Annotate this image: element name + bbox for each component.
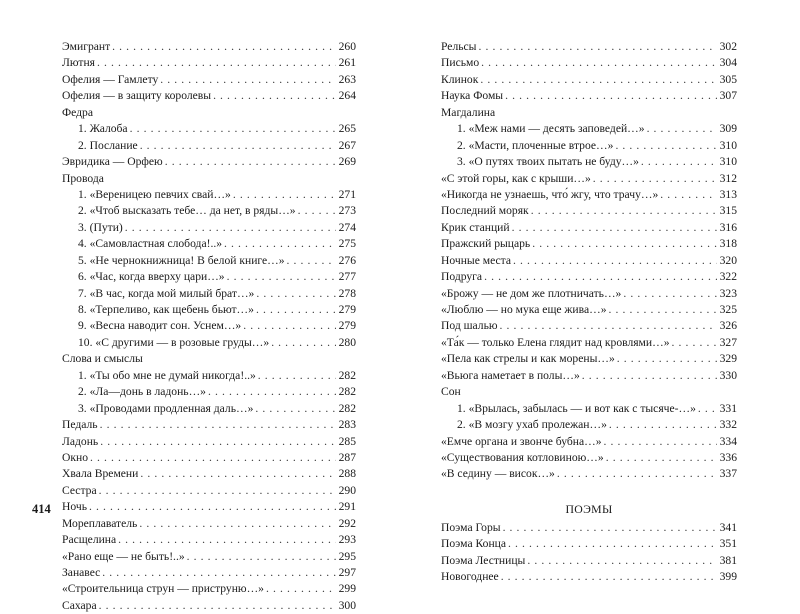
toc-entry [62, 88, 356, 104]
dot-leader [233, 187, 336, 203]
dot-leader [532, 236, 716, 252]
dot-leader [100, 417, 336, 433]
toc-entry-title: Наука Фомы [441, 89, 504, 103]
dot-leader [606, 450, 717, 466]
toc-entry-title: 9. «Весна наводит сон. Уснем…» [78, 319, 242, 333]
toc-entry [441, 39, 737, 55]
toc-entry-page: 310 [719, 155, 737, 169]
toc-entry [441, 553, 737, 569]
toc-entry-page: 265 [338, 122, 356, 136]
toc-entry-page: 332 [719, 418, 737, 432]
toc-section-heading [441, 384, 737, 400]
dot-leader [513, 253, 717, 269]
toc-entry [62, 187, 356, 203]
toc-entry-page: 288 [338, 467, 356, 481]
toc-entry [62, 549, 356, 565]
toc-entry [441, 154, 737, 170]
dot-leader [617, 351, 717, 367]
toc-entry-title: 5. «Не чернокнижница! В белой книге…» [78, 253, 285, 267]
toc-entry-title: Пражский рыцарь [441, 237, 531, 251]
toc-entry-page: 320 [719, 253, 737, 267]
toc-entry-title: Хвала Времени [62, 467, 139, 481]
dot-leader [615, 138, 716, 154]
toc-entry [441, 401, 737, 417]
toc-entry-page: 280 [338, 335, 356, 349]
toc-section-heading [62, 105, 356, 121]
dot-leader [604, 434, 717, 450]
dot-leader [140, 466, 335, 482]
toc-entry-title: Эмигрант [62, 40, 111, 53]
toc-entry-page: 331 [719, 401, 737, 415]
toc-entry-page: 315 [719, 204, 737, 218]
toc-left-column [62, 39, 356, 614]
toc-entry-title: Последний моряк [441, 204, 529, 218]
toc-entry-page: 312 [719, 171, 737, 185]
toc-entry-page: 322 [719, 270, 737, 284]
dot-leader [505, 88, 717, 104]
dot-leader [672, 335, 717, 351]
dot-leader [609, 302, 717, 318]
toc-section-heading [62, 351, 356, 367]
toc-entry [441, 138, 737, 154]
toc-entry [62, 154, 356, 170]
dot-leader [256, 286, 335, 302]
dot-leader [118, 532, 335, 548]
toc-entry-page: 277 [338, 270, 356, 284]
toc-entry-title: Окно [62, 450, 89, 464]
dot-leader [609, 417, 717, 433]
toc-entry-page: 283 [338, 418, 356, 432]
toc-entry-title: Сестра [62, 483, 97, 497]
toc-entry-title: «Вьюга наметает в полы…» [441, 368, 580, 382]
toc-entry-title: 1. Жалоба [78, 122, 128, 136]
toc-entry-title: Письмо [441, 56, 480, 70]
toc-entry-page: 276 [338, 253, 356, 267]
toc-entry-page: 302 [719, 40, 737, 53]
toc-entry-page: 275 [338, 237, 356, 251]
toc-entry-title: «Существования котловиною…» [441, 450, 604, 464]
toc-entry-page: 295 [338, 549, 356, 563]
dot-leader [187, 549, 336, 565]
dot-leader [160, 72, 335, 88]
dot-leader [527, 553, 716, 569]
dot-leader [99, 483, 336, 499]
toc-entry-title: 3. «Проводами продленная даль…» [78, 401, 254, 415]
toc-entry [441, 269, 737, 285]
toc-entry-title: Слова и смыслы [62, 352, 143, 366]
dot-leader [582, 368, 717, 384]
toc-entry-title: 1. «Меж нами — десять заповедей…» [457, 122, 645, 136]
toc-entry [441, 318, 737, 334]
toc-entry [62, 401, 356, 417]
toc-entry [441, 253, 737, 269]
toc-entry-title: «С этой горы, как с крыши…» [441, 171, 591, 185]
toc-entry-page: 261 [338, 56, 356, 70]
toc-entry-page: 330 [719, 368, 737, 382]
toc-entry [62, 72, 356, 88]
toc-entry [441, 88, 737, 104]
toc-entry [441, 236, 737, 252]
dot-leader [266, 581, 336, 597]
toc-entry-page: 290 [338, 483, 356, 497]
toc-entry-title: 2. «Ла—донь в ладонь…» [78, 385, 206, 399]
toc-left-list [62, 39, 356, 614]
toc-entry-title: Поэма Конца [441, 537, 506, 551]
toc-entry-page: 307 [719, 89, 737, 103]
toc-entry [441, 72, 737, 88]
toc-right-column [441, 39, 737, 586]
toc-entry [62, 302, 356, 318]
toc-entry-page: 291 [338, 500, 356, 514]
dot-leader [660, 187, 716, 203]
section-gap [441, 483, 737, 498]
dot-leader [224, 236, 336, 252]
toc-entry-page: 267 [338, 138, 356, 152]
toc-entry-page: 271 [338, 187, 356, 201]
dot-leader [478, 39, 716, 55]
dot-leader [213, 88, 336, 104]
page-number: 414 [32, 502, 51, 516]
toc-entry [62, 236, 356, 252]
toc-entry-title: Подруга [441, 270, 483, 284]
dot-leader [501, 569, 717, 585]
toc-entry-title: 10. «С другими — в розовые груды…» [78, 335, 270, 349]
dot-leader [503, 520, 717, 536]
toc-entry-page: 292 [338, 516, 356, 530]
toc-entry-page: 309 [719, 122, 737, 136]
toc-entry [62, 565, 356, 581]
toc-entry-title: Провода [62, 171, 104, 185]
toc-poems-list [441, 520, 737, 586]
dot-leader [165, 154, 336, 170]
poems-heading: ПОЭМЫ [565, 501, 613, 516]
dot-leader [256, 302, 336, 318]
toc-entry-page: 274 [338, 220, 356, 234]
toc-entry [62, 532, 356, 548]
toc-entry-page: 282 [338, 368, 356, 382]
toc-entry-title: 4. «Самовластная слобода!..» [78, 237, 223, 251]
toc-entry-page: 264 [338, 89, 356, 103]
toc-entry [441, 203, 737, 219]
toc-entry-title: 2. «В мозгу ухаб пролежан…» [457, 418, 607, 432]
toc-entry [441, 187, 737, 203]
toc-entry-title: «Люблю — но мука еще жива…» [441, 303, 607, 316]
toc-entry [62, 220, 356, 236]
toc-entry-title: Крик станций [441, 220, 510, 234]
dot-leader [208, 384, 336, 400]
dot-leader [298, 203, 336, 219]
dot-leader [100, 434, 335, 450]
toc-entry-page: 297 [338, 566, 356, 579]
toc-entry-page: 269 [338, 155, 356, 169]
toc-entry-title: Офелия — в защиту королевы [62, 89, 212, 103]
dot-leader [480, 72, 716, 88]
toc-entry-title: Поэма Горы [441, 520, 501, 534]
toc-entry-page: 399 [719, 570, 737, 584]
toc-entry-page: 300 [338, 598, 356, 612]
toc-entry-page: 299 [338, 582, 356, 596]
toc-entry [62, 269, 356, 285]
toc-section-heading [62, 171, 356, 187]
dot-leader [508, 536, 717, 552]
toc-entry-page: 327 [719, 335, 737, 349]
dot-leader [500, 318, 717, 334]
toc-entry [62, 499, 356, 515]
dot-leader [593, 171, 717, 187]
toc-entry [62, 335, 356, 351]
dot-leader [255, 401, 335, 417]
toc-entry-title: Расщелина [62, 533, 117, 547]
toc-entry-title: Магдалина [441, 105, 496, 119]
dot-leader [125, 220, 336, 236]
toc-entry-page: 279 [338, 319, 356, 333]
toc-entry [62, 417, 356, 433]
toc-entry-page: 279 [338, 303, 356, 316]
toc-entry-page: 351 [719, 537, 737, 551]
toc-entry [62, 598, 356, 614]
toc-entry-page: 305 [719, 72, 737, 86]
toc-entry-page: 381 [719, 553, 737, 567]
toc-entry [441, 220, 737, 236]
toc-entry-title: 7. «В час, когда мой милый брат…» [78, 286, 255, 300]
toc-entry-title: Сон [441, 385, 461, 399]
toc-entry-page: 329 [719, 352, 737, 366]
dot-leader [99, 598, 336, 614]
toc-entry-title: 1. «Ты обо мне не думай никогда!..» [78, 368, 256, 382]
toc-entry [62, 434, 356, 450]
toc-entry-title: 1. «Вереницею певчих свай…» [78, 187, 231, 201]
toc-entry [441, 302, 737, 318]
toc-entry-title: Под шалью [441, 319, 498, 333]
toc-entry-page: 304 [719, 56, 737, 70]
dot-leader [139, 516, 335, 532]
dot-leader [89, 499, 336, 515]
toc-entry-title: Рельсы [441, 40, 477, 53]
toc-entry [441, 171, 737, 187]
toc-entry [62, 55, 356, 71]
dot-leader [102, 565, 335, 581]
dot-leader [481, 55, 716, 71]
toc-entry-title: Федра [62, 105, 93, 119]
dot-leader [97, 55, 336, 71]
toc-entry-title: Лютня [62, 56, 95, 70]
toc-entry [62, 138, 356, 154]
toc-entry [62, 581, 356, 597]
toc-entry-title: 6. «Час, когда вверху цари…» [78, 270, 225, 284]
toc-entry-page: 260 [338, 40, 356, 53]
dot-leader [140, 138, 336, 154]
toc-entry-page: 323 [719, 286, 737, 300]
dot-leader [512, 220, 717, 236]
toc-entry-title: Занавес [62, 566, 101, 579]
toc-entry [62, 121, 356, 137]
toc-entry-page: 273 [338, 204, 356, 218]
toc-entry-title: «Строительница струн — приструню…» [62, 582, 264, 596]
toc-entry-page: 282 [338, 385, 356, 399]
toc-entry-title: 8. «Терпеливо, как щебень бьют…» [78, 303, 254, 316]
toc-entry [62, 286, 356, 302]
toc-entry-title: Ночные места [441, 253, 512, 267]
toc-section-heading [441, 105, 737, 121]
toc-entry [441, 536, 737, 552]
toc-entry [62, 466, 356, 482]
toc-entry-title: Офелия — Гамлету [62, 72, 159, 86]
toc-entry-page: 325 [719, 303, 737, 316]
dot-leader [90, 450, 336, 466]
toc-entry-title: 2. «Масти, плоченные втрое…» [457, 138, 614, 152]
dot-leader [484, 269, 717, 285]
toc-entry-title: «Емче органа и звонче бубна…» [441, 434, 602, 448]
toc-entry [441, 286, 737, 302]
toc-entry-page: 318 [719, 237, 737, 251]
toc-entry [62, 384, 356, 400]
toc-entry-page: 310 [719, 138, 737, 152]
toc-entry [62, 39, 356, 55]
toc-entry [62, 368, 356, 384]
dot-leader [112, 39, 335, 55]
toc-entry [441, 434, 737, 450]
toc-entry [62, 483, 356, 499]
toc-entry [441, 417, 737, 433]
toc-entry [441, 466, 737, 482]
toc-entry [62, 203, 356, 219]
toc-entry [441, 520, 737, 536]
toc-entry-title: «Та́к — только Елена глядит над кровлями…» [441, 335, 670, 349]
toc-entry-title: «В седину — висок…» [441, 467, 555, 481]
toc-entry [441, 55, 737, 71]
toc-entry-page: 263 [338, 72, 356, 86]
toc-entry-page: 278 [338, 286, 356, 300]
toc-entry-page: 316 [719, 220, 737, 234]
toc-entry-title: «Пела как стрелы и как морены…» [441, 352, 615, 366]
toc-entry-page: 341 [719, 520, 737, 534]
toc-entry-title: Мореплаватель [62, 516, 138, 530]
toc-entry-title: 1. «Врылась, забылась — и вот как с тысяче-…» [457, 401, 696, 415]
toc-entry-title: Эвридика — Орфею [62, 155, 163, 169]
toc-entry-title: 2. «Чтоб высказать тебе… да нет, в ряды…» [78, 204, 296, 218]
toc-entry-title: Новогоднее [441, 570, 499, 584]
toc-entry-title: «Брожу — не дом же плотничать…» [441, 286, 622, 300]
toc-entry-page: 282 [338, 401, 356, 415]
toc-entry-title: Клинок [441, 72, 479, 86]
dot-leader [227, 269, 336, 285]
toc-entry [441, 351, 737, 367]
dot-leader [287, 253, 336, 269]
toc-entry [62, 318, 356, 334]
toc-entry [62, 450, 356, 466]
toc-entry [441, 335, 737, 351]
toc-entry-page: 337 [719, 467, 737, 481]
dot-leader [641, 154, 717, 170]
toc-entry [441, 569, 737, 585]
toc-entry [62, 516, 356, 532]
toc-entry-page: 287 [338, 450, 356, 464]
toc-entry [62, 253, 356, 269]
dot-leader [130, 121, 336, 137]
dot-leader [557, 466, 717, 482]
toc-entry-title: «Никогда не узнаешь, что́ жгу, что трачу…» [441, 187, 659, 201]
toc-entry-title: 2. Послание [78, 138, 138, 152]
toc-entry-page: 293 [338, 533, 356, 547]
toc-entry-title: Сахара [62, 598, 97, 612]
toc-entry [441, 121, 737, 137]
toc-entry [441, 450, 737, 466]
toc-entry-page: 326 [719, 319, 737, 333]
dot-leader [698, 401, 717, 417]
dot-leader [271, 335, 335, 351]
dot-leader [243, 318, 335, 334]
toc-entry-title: 3. «О путях твоих пытать не буду…» [457, 155, 639, 169]
toc-entry-page: 285 [338, 434, 356, 448]
dot-leader [647, 121, 717, 137]
toc-entry-page: 336 [719, 450, 737, 464]
toc-entry-title: Педаль [62, 418, 98, 432]
toc-entry-title: «Рано еще — не быть!..» [62, 549, 185, 563]
dot-leader [623, 286, 716, 302]
toc-entry-title: Поэма Лестницы [441, 553, 526, 567]
toc-right-list [441, 39, 737, 483]
toc-entry-page: 334 [719, 434, 737, 448]
toc-entry [441, 368, 737, 384]
toc-entry-page: 313 [719, 187, 737, 201]
dot-leader [531, 203, 717, 219]
toc-entry-title: 3. (Пути) [78, 220, 123, 234]
toc-entry-title: Ладонь [62, 434, 99, 448]
dot-leader [258, 368, 336, 384]
toc-entry-title: Ночь [62, 500, 87, 514]
